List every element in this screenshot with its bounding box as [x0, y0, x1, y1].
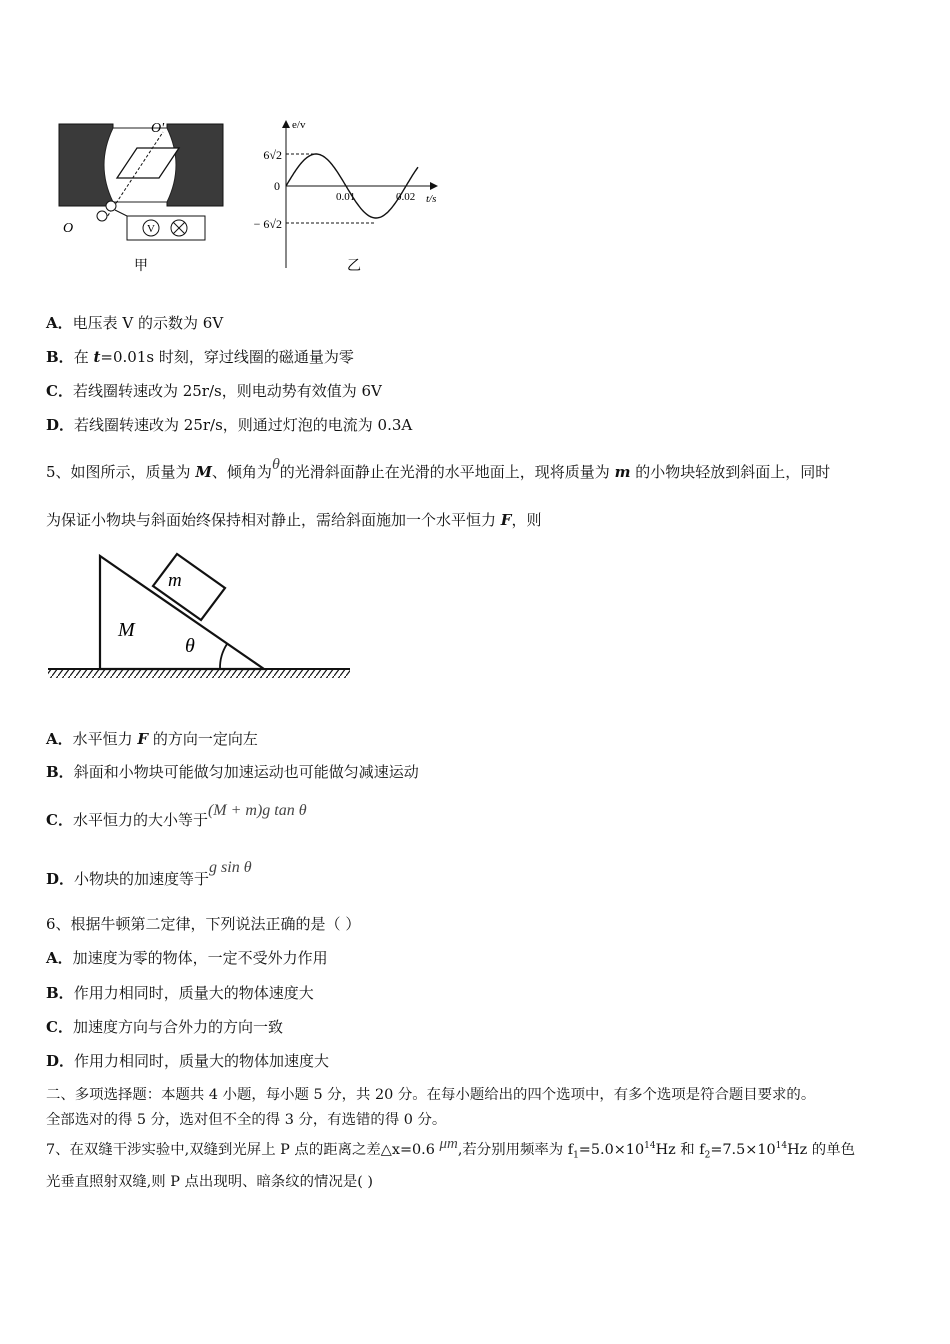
- q7-text: Hz 的单色: [787, 1141, 855, 1158]
- figure-label-jia: 甲: [134, 259, 148, 274]
- q5-text: 的小物块轻放到斜面上，同时: [630, 463, 831, 481]
- option-letter: C．: [46, 1018, 73, 1036]
- option-var-t: t: [93, 348, 101, 366]
- origin-label: 0: [274, 179, 280, 193]
- q5-text: 5、如图所示，质量为: [46, 463, 196, 481]
- q5-option-c: [46, 802, 307, 831]
- q6-option-c: [46, 1017, 283, 1037]
- q5-text: 、倾角为: [211, 463, 272, 481]
- q6-stem: 6、根据牛顿第二定律，下列说法正确的是（ ）: [46, 915, 361, 933]
- q5-text: 的光滑斜面静止在光滑的水平地面上，现将质量为: [279, 463, 615, 481]
- option-letter: B．: [46, 348, 74, 366]
- q4-option-d: [46, 415, 412, 435]
- q7-sup: 14: [644, 1141, 656, 1151]
- q7-stem-line2: 光垂直照射双缝,则 P 点出现明、暗条纹的情况是( ): [46, 1174, 374, 1190]
- option-text: =0.01s 时刻，穿过线圈的磁通量为零: [100, 348, 354, 366]
- slip-ring: [97, 211, 107, 221]
- generator-figure: [55, 118, 235, 276]
- axis-label-o-prime: O': [151, 121, 165, 136]
- option-formula: (M + m)g tan θ: [207, 802, 307, 819]
- option-text: 小物块的加速度等于: [74, 870, 210, 888]
- q6-option-d: [46, 1051, 329, 1071]
- q7-sub: 1: [573, 1150, 579, 1161]
- option-text: 斜面和小物块可能做匀加速运动也可能做匀减速运动: [73, 763, 419, 781]
- section2-heading-line2: 全部选对的得 5 分，选对但不全的得 3 分，有选错的得 0 分。: [46, 1112, 447, 1128]
- option-text: 若线圈转速改为 25r/s，则通过灯泡的电流为 0.3A: [74, 416, 413, 434]
- q5-option-a: [46, 729, 258, 749]
- neg-peak-label: − 6√2: [253, 217, 282, 231]
- q4-option-c: [46, 381, 382, 401]
- ground-hatch: [48, 669, 350, 678]
- option-letter: D．: [46, 1052, 75, 1070]
- q5-option-d: [46, 859, 252, 890]
- q5-text: ，则: [511, 511, 542, 529]
- q5-option-b: [46, 762, 419, 782]
- q6-option-b: [46, 983, 314, 1003]
- tick-label-002: 0.02: [396, 191, 416, 203]
- option-letter: A．: [46, 314, 73, 332]
- option-text: 电压表 V 的示数为 6V: [72, 314, 224, 332]
- axis-label-o: O: [63, 221, 74, 236]
- section2-heading-line1: 二、多项选择题：本题共 4 小题，每小题 5 分，共 20 分。在每小题给出的四个选项中，有多个选项是符合题目要求的。: [46, 1087, 816, 1103]
- q7-text: 7、在双缝干涉实验中,双缝到光屏上 P 点的距离之差△x=0.6: [46, 1141, 440, 1158]
- option-text: 若线圈转速改为 25r/s，则电动势有效值为 6V: [72, 382, 382, 400]
- option-text: 水平恒力: [72, 730, 138, 748]
- x-axis-label: t/s: [426, 193, 437, 205]
- q5-stem-line2: [46, 510, 541, 530]
- q7-text: =5.0×10: [578, 1141, 645, 1158]
- option-letter: B．: [46, 984, 74, 1002]
- option-text: 水平恒力的大小等于: [72, 811, 208, 829]
- y-axis-label: e/v: [292, 119, 306, 131]
- option-text: 的方向一定向左: [148, 730, 258, 748]
- pos-peak-label: 6√2: [263, 148, 282, 162]
- option-formula: g sin θ: [209, 859, 252, 876]
- wire: [115, 210, 127, 216]
- option-letter: D．: [46, 416, 75, 434]
- q5-var-F: F: [500, 511, 512, 529]
- incline-figure: [46, 548, 356, 686]
- option-letter: D．: [46, 870, 75, 888]
- option-var-F: F: [137, 730, 149, 748]
- option-text: 加速度为零的物体，一定不受外力作用: [72, 949, 328, 967]
- wire: [127, 216, 205, 240]
- option-text-pre: 在: [73, 348, 94, 366]
- x-axis-arrow: [430, 182, 438, 190]
- slip-ring: [106, 201, 116, 211]
- q7-stem-line1: [46, 1136, 855, 1166]
- q5-text: 为保证小物块与斜面始终保持相对静止，需给斜面施加一个水平恒力: [46, 511, 501, 529]
- q6-option-a: [46, 948, 328, 968]
- q5-var-theta: θ: [271, 456, 280, 473]
- q5-var-m: m: [614, 463, 631, 481]
- option-letter: C．: [46, 811, 73, 829]
- option-letter: B．: [46, 763, 74, 781]
- q7-sub: 2: [704, 1150, 711, 1161]
- option-text: 加速度方向与合外力的方向一致: [72, 1018, 283, 1036]
- q7-text: =7.5×10: [710, 1141, 776, 1158]
- option-text: 作用力相同时，质量大的物体加速度大: [74, 1052, 330, 1070]
- figure-label-yi: 乙: [347, 259, 361, 274]
- y-axis-arrow: [282, 120, 290, 128]
- q7-sup: 14: [775, 1141, 788, 1151]
- option-letter: A．: [46, 949, 73, 967]
- emf-time-chart: [238, 118, 458, 276]
- label-theta: θ: [185, 635, 195, 657]
- option-letter: A．: [46, 730, 73, 748]
- option-letter: C．: [46, 382, 73, 400]
- label-M: M: [118, 619, 135, 641]
- label-m: m: [168, 570, 182, 591]
- q5-var-M: M: [195, 463, 212, 481]
- tick-label-001: 0.01: [336, 191, 356, 203]
- option-text: 作用力相同时，质量大的物体速度大: [73, 984, 314, 1002]
- q7-text: Hz 和 f: [655, 1141, 705, 1158]
- q7-text: ,若分别用频率为 f: [457, 1141, 574, 1158]
- voltmeter-label: V: [147, 223, 155, 235]
- q7-unit: μm: [439, 1135, 458, 1152]
- q4-option-a: [46, 313, 223, 333]
- q5-stem-line1: [46, 456, 831, 483]
- q4-option-b: [46, 347, 354, 367]
